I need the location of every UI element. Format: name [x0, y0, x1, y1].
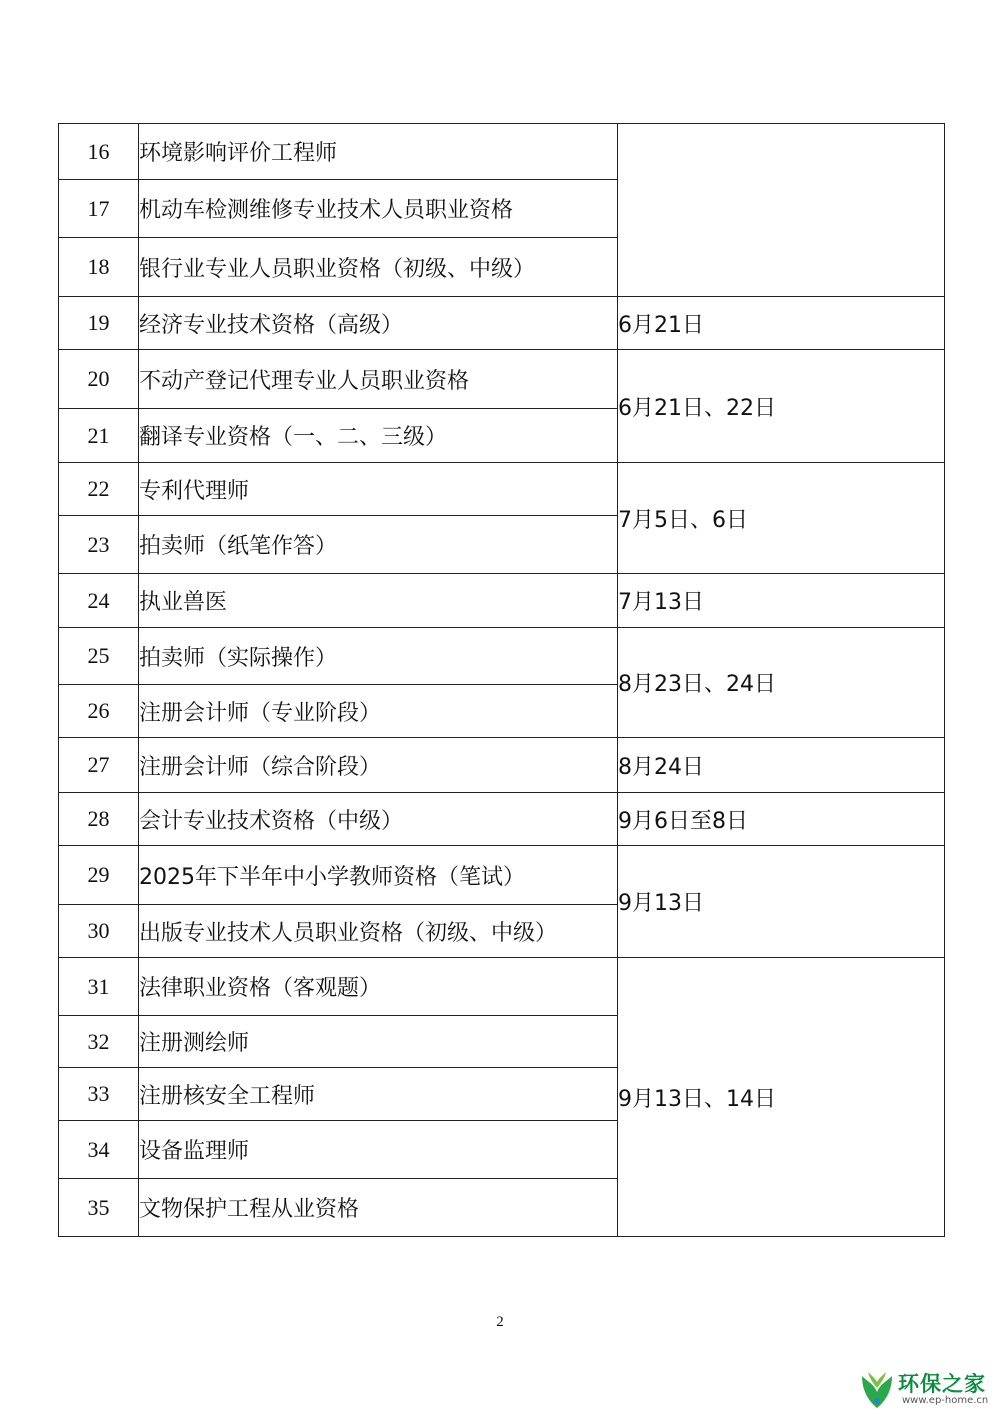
table-row [59, 463, 945, 516]
exam-name: 设备监理师 [139, 1121, 618, 1179]
exam-date: 9月13日 [618, 846, 945, 958]
exam-name: 法律职业资格（客观题） [139, 958, 618, 1016]
exam-date: 9月6日至8日 [618, 793, 945, 846]
row-number: 17 [59, 180, 139, 238]
exam-name: 专利代理师 [139, 463, 618, 516]
exam-date: 8月24日 [618, 738, 945, 793]
row-number: 21 [59, 409, 139, 463]
page-number: 2 [496, 1314, 504, 1330]
row-number: 34 [59, 1121, 139, 1179]
exam-name: 会计专业技术资格（中级） [139, 793, 618, 846]
exam-schedule-table [58, 123, 945, 1237]
exam-name: 拍卖师（纸笔作答） [139, 516, 618, 574]
exam-name: 不动产登记代理专业人员职业资格 [139, 350, 618, 409]
table-row [59, 958, 945, 1016]
table-row [59, 738, 945, 793]
exam-name: 2025年下半年中小学教师资格（笔试） [139, 846, 618, 905]
exam-name: 环境影响评价工程师 [139, 124, 618, 180]
table-row [59, 124, 945, 180]
exam-name: 注册会计师（综合阶段） [139, 738, 618, 793]
exam-date: 6月21日、22日 [618, 350, 945, 463]
table-row [59, 793, 945, 846]
row-number: 32 [59, 1016, 139, 1068]
exam-name: 注册会计师（专业阶段） [139, 685, 618, 738]
exam-name: 注册核安全工程师 [139, 1068, 618, 1121]
exam-name: 拍卖师（实际操作） [139, 628, 618, 685]
exam-name: 经济专业技术资格（高级） [139, 297, 618, 350]
exam-date: 8月23日、24日 [618, 628, 945, 738]
row-number: 31 [59, 958, 139, 1016]
exam-name: 文物保护工程从业资格 [139, 1179, 618, 1237]
exam-date: 7月5日、6日 [618, 463, 945, 574]
row-number: 18 [59, 238, 139, 297]
exam-name: 银行业专业人员职业资格（初级、中级） [139, 238, 618, 297]
exam-name: 翻译专业资格（一、二、三级） [139, 409, 618, 463]
row-number: 16 [59, 124, 139, 180]
watermark-url: www.ep-home.cn [902, 1395, 989, 1406]
table-row [59, 846, 945, 905]
row-number: 27 [59, 738, 139, 793]
row-number: 35 [59, 1179, 139, 1237]
exam-date: 7月13日 [618, 574, 945, 628]
table-row [59, 628, 945, 685]
leaf-logo-icon [858, 1368, 896, 1412]
row-number: 28 [59, 793, 139, 846]
exam-name: 机动车检测维修专业技术人员职业资格 [139, 180, 618, 238]
exam-date [618, 124, 945, 297]
row-number: 33 [59, 1068, 139, 1121]
watermark-name: 环保之家 [898, 1372, 986, 1396]
row-number: 25 [59, 628, 139, 685]
exam-date: 9月13日、14日 [618, 958, 945, 1237]
table-row [59, 297, 945, 350]
exam-date: 6月21日 [618, 297, 945, 350]
row-number: 23 [59, 516, 139, 574]
row-number: 20 [59, 350, 139, 409]
watermark [858, 1366, 1000, 1414]
row-number: 24 [59, 574, 139, 628]
exam-name: 出版专业技术人员职业资格（初级、中级） [139, 905, 618, 958]
exam-name: 注册测绘师 [139, 1016, 618, 1068]
row-number: 30 [59, 905, 139, 958]
table-row [59, 350, 945, 409]
row-number: 19 [59, 297, 139, 350]
row-number: 29 [59, 846, 139, 905]
exam-name: 执业兽医 [139, 574, 618, 628]
row-number: 22 [59, 463, 139, 516]
table-row [59, 574, 945, 628]
row-number: 26 [59, 685, 139, 738]
